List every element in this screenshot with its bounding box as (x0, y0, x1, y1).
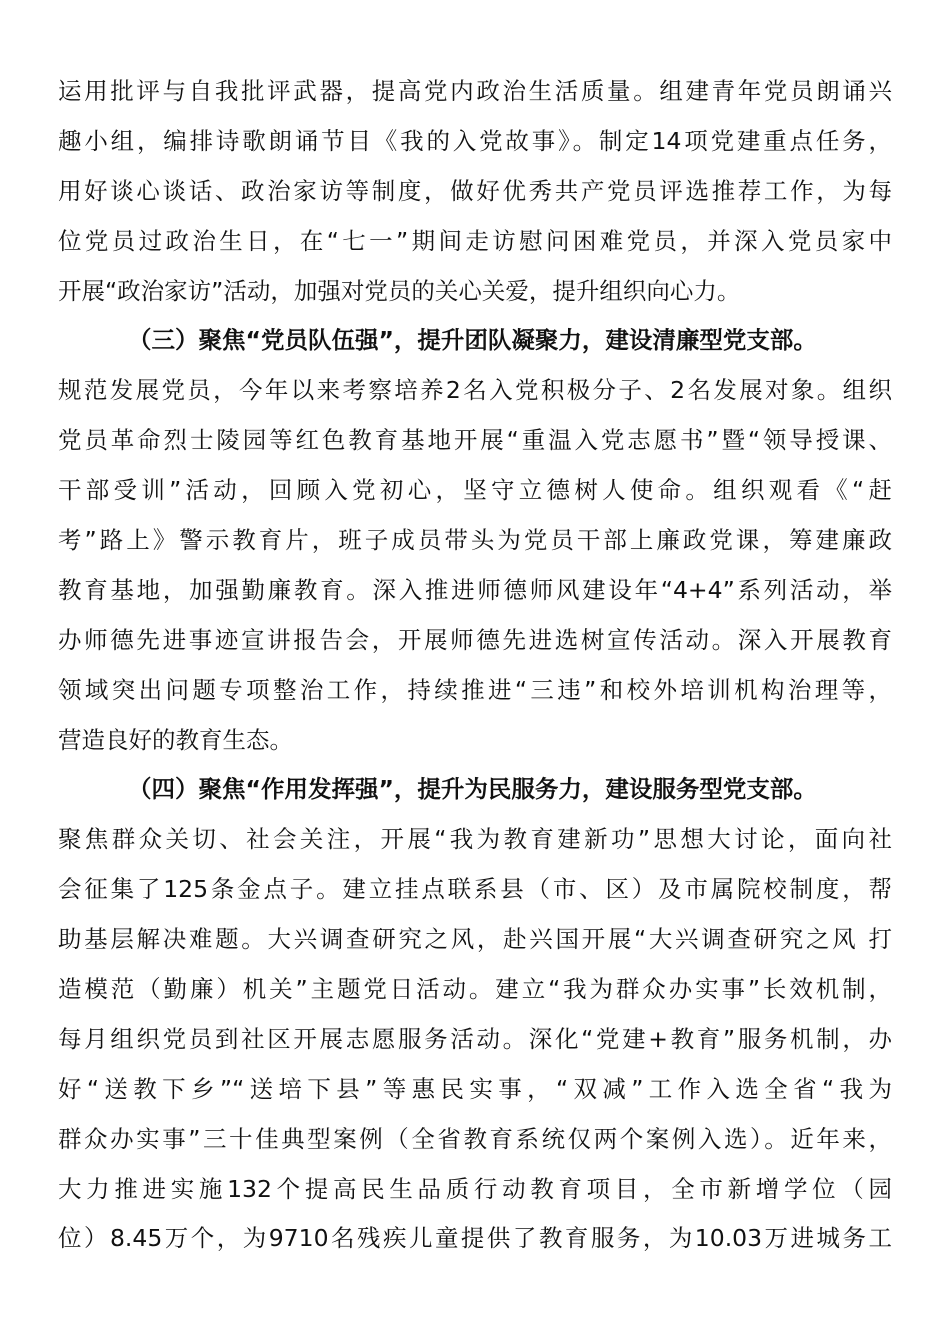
text-line-7: 规范发展党员，今年以来考察培养2名入党积极分子、2名发展对象。组织 (58, 376, 892, 405)
text-line-17: 会征集了125条金点子。建立挂点联系县（市、区）及市属院校制度，帮 (58, 875, 892, 904)
text-line-20: 每月组织党员到社区开展志愿服务活动。深化“党建+教育”服务机制，办 (58, 1024, 892, 1053)
text-line-16: 聚焦群众关切、社会关注，开展“我为教育建新功”思想大讨论，面向社 (58, 825, 892, 854)
text-line-23: 大力推进实施132个提高民生品质行动教育项目，全市新增学位（园 (58, 1174, 892, 1203)
document-body (58, 67, 892, 1264)
text-line-3: 用好谈心谈话、政治家访等制度，做好优秀共产党员评选推荐工作，为每 (58, 176, 892, 205)
text-line-11: 教育基地，加强勤廉教育。深入推进师德师风建设年“4+4”系列活动，举 (58, 575, 892, 604)
text-line-8: 党员革命烈士陵园等红色教育基地开展“重温入党志愿书”暨“领导授课、 (58, 426, 892, 455)
text-line-24: 位）8.45万个，为9710名残疾儿童提供了教育服务，为10.03万进城务工 (58, 1224, 892, 1253)
text-line-18: 助基层解决难题。大兴调查研究之风，赴兴国开展“大兴调查研究之风 打 (58, 925, 892, 954)
text-line-13: 领域突出问题专项整治工作，持续推进“三违”和校外培训机构治理等， (58, 675, 892, 704)
text-line-5: 开展“政治家访”活动，加强对党员的关心关爱，提升组织向心力。 (58, 276, 741, 305)
text-line-9: 干部受训”活动，回顾入党初心，坚守立德树人使命。组织观看《“赶 (58, 476, 892, 505)
section-heading-3: （三）聚焦“党员队伍强”，提升团队凝聚力，建设清廉型党支部。 (128, 326, 817, 355)
text-line-21: 好“送教下乡”“送培下县”等惠民实事，“双减”工作入选全省“我为 (58, 1074, 892, 1103)
text-line-10: 考”路上》警示教育片，班子成员带头为党员干部上廉政党课，筹建廉政 (58, 526, 892, 555)
text-line-4: 位党员过政治生日，在“七一”期间走访慰问困难党员，并深入党员家中 (58, 226, 892, 255)
section-heading-4: （四）聚焦“作用发挥强”，提升为民服务力，建设服务型党支部。 (128, 775, 817, 804)
text-line-12: 办师德先进事迹宣讲报告会，开展师德先进选树宣传活动。深入开展教育 (58, 625, 892, 654)
text-line-14: 营造良好的教育生态。 (58, 725, 293, 754)
text-line-2: 趣小组，编排诗歌朗诵节目《我的入党故事》。制定14项党建重点任务， (58, 126, 892, 155)
text-line-1: 运用批评与自我批评武器，提高党内政治生活质量。组建青年党员朗诵兴 (58, 77, 892, 105)
text-line-22: 群众办实事”三十佳典型案例（全省教育系统仅两个案例入选）。近年来， (58, 1124, 892, 1153)
text-line-19: 造模范（勤廉）机关”主题党日活动。建立“我为群众办实事”长效机制， (58, 975, 892, 1004)
